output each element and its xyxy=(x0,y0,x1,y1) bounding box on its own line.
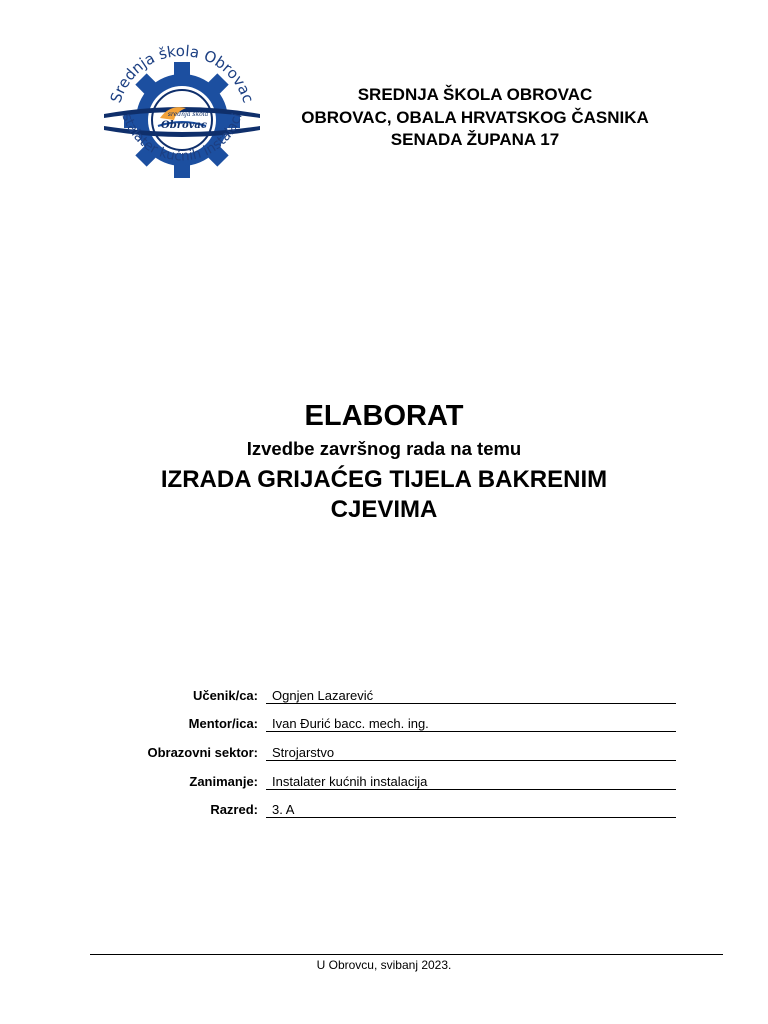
school-address-line1: OBROVAC, OBALA HRVATSKOG ČASNIKA xyxy=(301,107,649,127)
info-label: Učenik/ca: xyxy=(192,688,258,703)
logo-ring-top-text: Srednja škola Obrovac xyxy=(106,41,258,106)
school-address-header xyxy=(290,84,660,152)
logo-script-small: srednja škola xyxy=(167,111,209,118)
info-row-sector xyxy=(0,741,768,769)
info-label: Razred: xyxy=(210,802,258,817)
title-block xyxy=(0,398,768,525)
topic-line-2: CJEVIMA xyxy=(330,496,438,523)
school-address-line2: SENADA ŽUPANA 17 xyxy=(390,130,560,149)
footer-place-date: U Obrovcu, svibanj 2023. xyxy=(316,958,452,972)
info-value: Strojarstvo xyxy=(266,741,676,761)
info-row-occupation xyxy=(0,770,768,798)
info-label: Zanimanje: xyxy=(189,774,258,789)
school-logo xyxy=(96,34,268,206)
info-row-class xyxy=(0,798,768,826)
footer-divider xyxy=(90,954,723,955)
gear-logo-graphic xyxy=(96,34,268,206)
info-label: Obrazovni sektor: xyxy=(147,745,258,760)
document-topic xyxy=(124,465,644,525)
info-value: Ivan Đurić bacc. mech. ing. xyxy=(266,712,676,732)
info-label: Mentor/ica: xyxy=(188,716,258,731)
info-row-student xyxy=(0,684,768,712)
logo-ring-bottom-text: stalater kućnih instalaci xyxy=(118,111,246,165)
info-value: 3. A xyxy=(266,798,676,818)
document-title: ELABORAT xyxy=(304,400,464,432)
topic-line-1: IZRADA GRIJAĆEG TIJELA BAKRENIM xyxy=(160,466,608,493)
document-subtitle: Izvedbe završnog rada na temu xyxy=(246,438,522,459)
school-name: SREDNJA ŠKOLA OBROVAC xyxy=(357,85,593,104)
info-row-mentor xyxy=(0,712,768,740)
logo-script: Obrovac xyxy=(160,120,208,131)
info-value: Instalater kućnih instalacija xyxy=(266,770,676,790)
info-value: Ognjen Lazarević xyxy=(266,684,676,704)
